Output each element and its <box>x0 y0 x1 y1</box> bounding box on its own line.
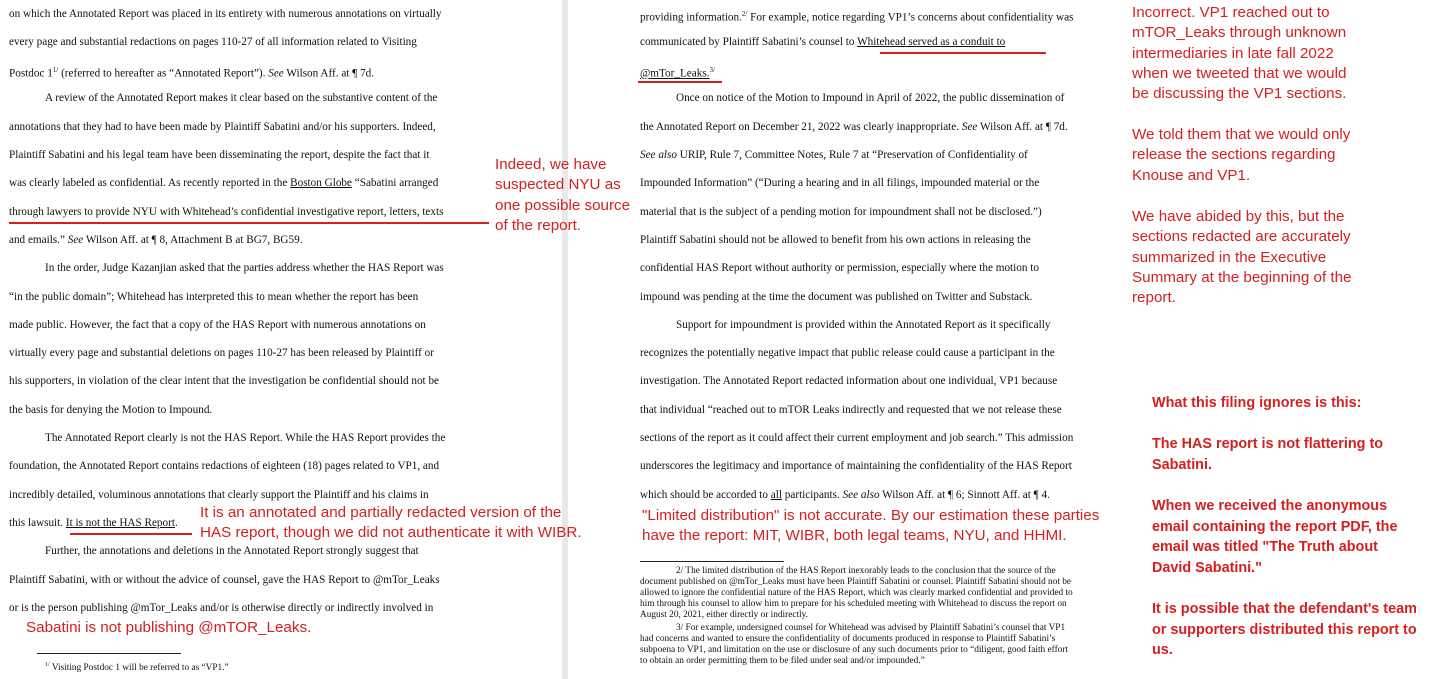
annotation-annotated-version: It is an annotated and partially redacted version of the HAS report, though we did not authenticate it with WIBR. <box>200 504 582 542</box>
doc-line: on which the Annotated Report was placed in its entirety with numerous annotations on virtually <box>9 8 442 20</box>
footnote-3-line: 3/ For example, undersigned counsel for Whitehead was advised by Plaintiff Sabatini’s counsel that VP1 <box>676 623 1066 633</box>
doc-line: Plaintiff Sabatini, with or without the advice of counsel, gave the HAS Report to @mTor_Leaks <box>9 574 440 586</box>
doc-line: A review of the Annotated Report makes it clear based on the substantive content of the <box>45 92 438 104</box>
right-document-page <box>568 0 1128 679</box>
doc-line: “in the public domain”; Whitehead has interpreted this to mean whether the report has been <box>9 291 419 303</box>
footnote-rule <box>37 653 181 654</box>
annotation-not-publishing: Sabatini is not publishing @mTOR_Leaks. <box>26 619 312 636</box>
doc-line: sections of the report as it could affect their current employment and job search.” This admission <box>640 432 1074 444</box>
doc-line: providing information.$^{2/}$ For example, notice regarding VP1’s concerns about confidentiality was <box>640 10 1074 24</box>
annotation-vp1-incorrect: Incorrect. VP1 reached out to mTOR_Leaks through unknown intermediaries in late fall 2022 when we tweeted that we would be discussing the VP1 sections. <box>1132 4 1347 103</box>
doc-line: through lawyers to provide NYU with Whitehead’s confidential investigative report, letters, texts <box>9 206 444 218</box>
doc-line: Plaintiff Sabatini and his legal team have been disseminating the report, despite the fact that it <box>9 149 430 161</box>
footnote-3-line: to obtain an order permitting them to be filed under seal and/or impounded.” <box>640 656 925 666</box>
doc-line: the Annotated Report on December 21, 2022 was clearly inappropriate. See Wilson Aff. at ¶ 7d. <box>640 121 1068 133</box>
doc-line: which should be accorded to all participants. See also Wilson Aff. at ¶ 6; Sinnott Aff. at ¶ 4. <box>640 489 1050 501</box>
doc-line: virtually every page and substantial deletions on pages 110-27 has been released by Plaintiff or <box>9 347 435 359</box>
doc-line: the basis for denying the Motion to Impound. <box>9 404 213 416</box>
doc-line: Postdoc $1^{1/}$ (referred to hereafter as “Annotated Report”). See Wilson Aff. at ¶ 7d. <box>9 66 375 80</box>
doc-line: Further, the annotations and deletions in the Annotated Report strongly suggest that <box>45 545 419 557</box>
highlight-underline <box>638 81 722 83</box>
footnote-3-line: subpoena to VP1, and limitation on the use or disclosure of any such documents prior to “diligent, good faith effort <box>640 645 1069 655</box>
doc-line: Impounded Information” (“During a hearing and in all filings, impounded material or the <box>640 177 1040 189</box>
doc-line: that individual “reached out to mTOR Leaks indirectly and requested that we not release these <box>640 404 1062 416</box>
footnote-rule <box>640 561 784 562</box>
doc-line: impound was pending at the time the document was published on Twitter and Substack. <box>640 291 1033 303</box>
doc-line: underscores the legitimacy and importance of maintaining the confidentiality of the HAS Report <box>640 460 1072 472</box>
doc-line: communicated by Plaintiff Sabatini’s counsel to Whitehead served as a conduit to <box>640 36 1006 48</box>
doc-line: or is the person publishing @mTor_Leaks and/or is otherwise directly or indirectly involved in <box>9 602 434 614</box>
doc-line: was clearly labeled as confidential. As recently reported in the Boston Globe “Sabatini arranged <box>9 177 439 189</box>
footnote-2-line: him through his counsel to allow him to prepare for his scheduled meeting with Whitehead to discuss the report on <box>640 599 1067 609</box>
doc-line: material that is the subject of a pending motion for impoundment shall not be disclosed.”) <box>640 206 1042 218</box>
doc-line: Once on notice of the Motion to Impound in April of 2022, the public dissemination of <box>676 92 1065 104</box>
annotation-told-them: We told them that we would only release the sections regarding Knouse and VP1. <box>1132 126 1351 184</box>
highlight-underline <box>880 52 1046 54</box>
footnote-1: $^{1/}$ Visiting Postdoc 1 will be referred to as “VP1.” <box>45 662 229 674</box>
annotation-abided: We have abided by this, but the sections redacted are accurately summarized in the Executive Summary at the beginning of the report. <box>1132 208 1352 307</box>
annotation-nyu-source: Indeed, we have suspected NYU as one possible source of the report. <box>495 156 631 234</box>
footnote-2-line: 2/ The limited distribution of the HAS Report inexorably leads to the conclusion that the source of the <box>676 566 1056 576</box>
doc-line: this lawsuit. It is not the HAS Report. <box>9 517 178 529</box>
doc-line: investigation. The Annotated Report redacted information about one individual, VP1 because <box>640 375 1058 387</box>
doc-line: made public. However, the fact that a copy of the HAS Report with numerous annotations on <box>9 319 426 331</box>
doc-line: foundation, the Annotated Report contains redactions of eighteen (18) pages related to VP1, and <box>9 460 440 472</box>
highlight-underline <box>70 533 192 535</box>
doc-line: and emails.” See Wilson Aff. at ¶ 8, Attachment B at BG7, BG59. <box>9 234 303 246</box>
doc-line: his supporters, in violation of the clear intent that the investigation be confidential should not be <box>9 375 440 387</box>
footnote-3-line: had concerns and wanted to ensure the confidentiality of documents produced in response to Plaintiff Sabatini’s <box>640 634 1056 644</box>
doc-line: incredibly detailed, voluminous annotations that clearly support the Plaintiff and his claims in <box>9 489 429 501</box>
doc-line: Plaintiff Sabatini should not be allowed to benefit from his own actions in releasing the <box>640 234 1031 246</box>
doc-line: annotations that they had to have been made by Plaintiff Sabatini and/or his supporters. Indeed, <box>9 121 436 133</box>
doc-line: every page and substantial redactions on pages 110-27 of all information related to Visiting <box>9 36 417 48</box>
doc-line: The Annotated Report clearly is not the HAS Report. While the HAS Report provides the <box>45 432 446 444</box>
footnote-2-line: document published on @mTor_Leaks must have been Plaintiff Sabatini or counsel. Plaintiff Sabatini should not be <box>640 577 1072 587</box>
doc-line: In the order, Judge Kazanjian asked that the parties address whether the HAS Report was <box>45 262 444 274</box>
annotation-limited-distribution: "Limited distribution" is not accurate. By our estimation these parties have the report: MIT, WIBR, both legal teams, NYU, and HHMI. <box>642 507 1100 545</box>
left-document-page <box>0 0 562 679</box>
highlight-underline <box>9 222 489 224</box>
doc-line: confidential HAS Report without authority or permission, especially where the motion to <box>640 262 1039 274</box>
doc-line: @mTor_Leaks.$^{3/}$ <box>640 66 715 80</box>
doc-line: See also URIP, Rule 7, Committee Notes, Rule 7 at “Preservation of Confidentiality of <box>640 149 1028 161</box>
doc-line: Support for impoundment is provided within the Annotated Report as it specifically <box>676 319 1051 331</box>
footnote-2-line: allowed to ignore the confidential nature of the HAS Report, which was clearly marked confidential and provided to <box>640 588 1073 598</box>
footnote-2-line: August 20, 2021, either directly or indirectly. <box>640 610 808 620</box>
annotation-filing-ignores: What this filing ignores is this: The HAS report is not flattering to Sabatini. When we received the anonymous email containing the report PDF, the email was titled "The Truth about David Sabatini." It is possible that the defendant's team or supporters distributed this report to us. <box>1152 395 1417 659</box>
doc-line: recognizes the potentially negative impact that public release could cause a participant in the <box>640 347 1055 359</box>
